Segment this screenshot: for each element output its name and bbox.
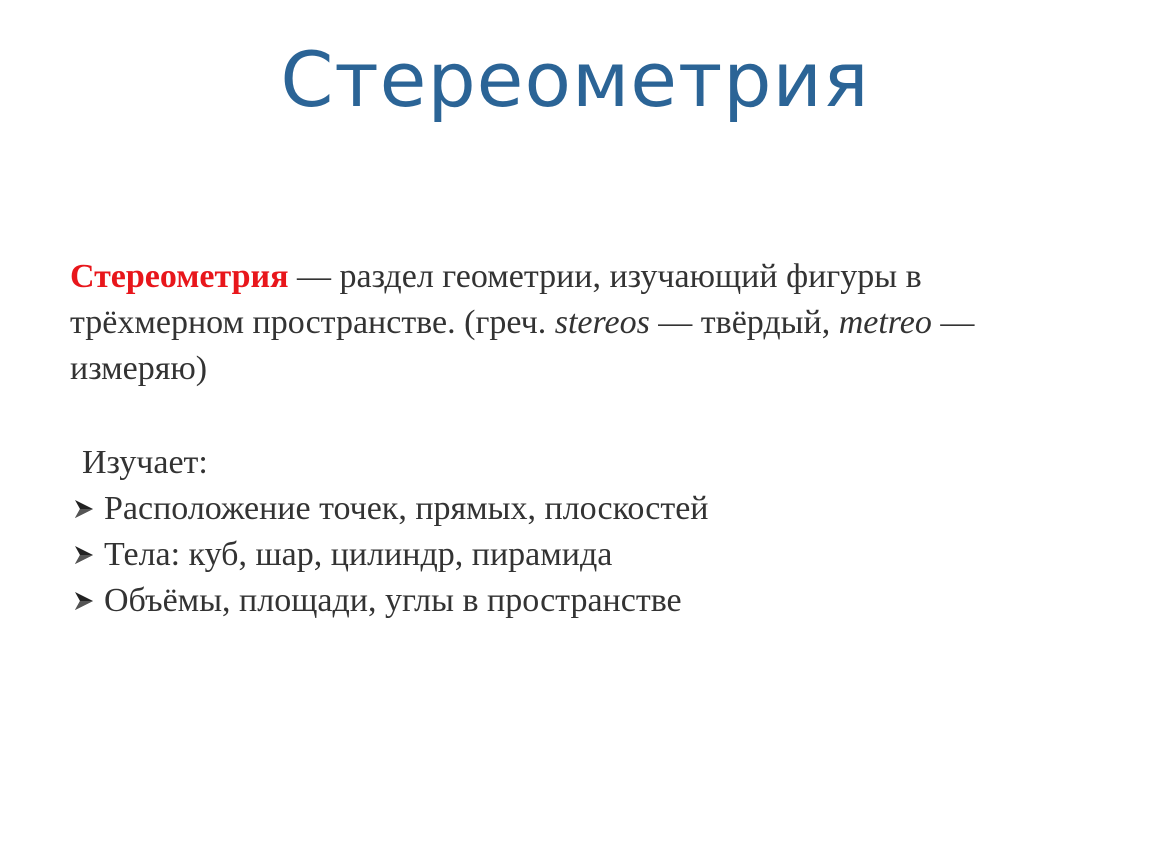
bullet-text: Расположение точек, прямых, плоскостей — [104, 490, 709, 527]
bullet-item — [72, 532, 708, 578]
arrowhead-bullet-icon — [72, 543, 104, 567]
arrowhead-bullet-icon — [72, 589, 104, 613]
definition-text-2: — твёрдый, — [649, 304, 839, 341]
slide-title: Стереометрия — [280, 35, 870, 124]
definition-paragraph — [70, 254, 1100, 392]
bullet-text: Объёмы, площади, углы в пространстве — [104, 582, 682, 619]
bullet-text: Тела: куб, шар, цилиндр, пирамида — [104, 536, 613, 573]
bullet-list — [72, 486, 708, 624]
greek-word-metreo: metreo — [838, 304, 932, 341]
greek-word-stereos: stereos — [554, 304, 650, 341]
arrowhead-bullet-icon — [72, 497, 104, 521]
bullet-item — [72, 486, 708, 532]
definition-text-1: — раздел геометрии, изучающий фигуры в трёхмерном пространстве. (греч. — [70, 258, 922, 341]
definition-text-3: — измеряю) — [70, 304, 975, 387]
studies-label: Изучает: — [82, 444, 208, 481]
definition-term: Стереометрия — [70, 258, 289, 295]
bullet-item — [72, 578, 708, 624]
